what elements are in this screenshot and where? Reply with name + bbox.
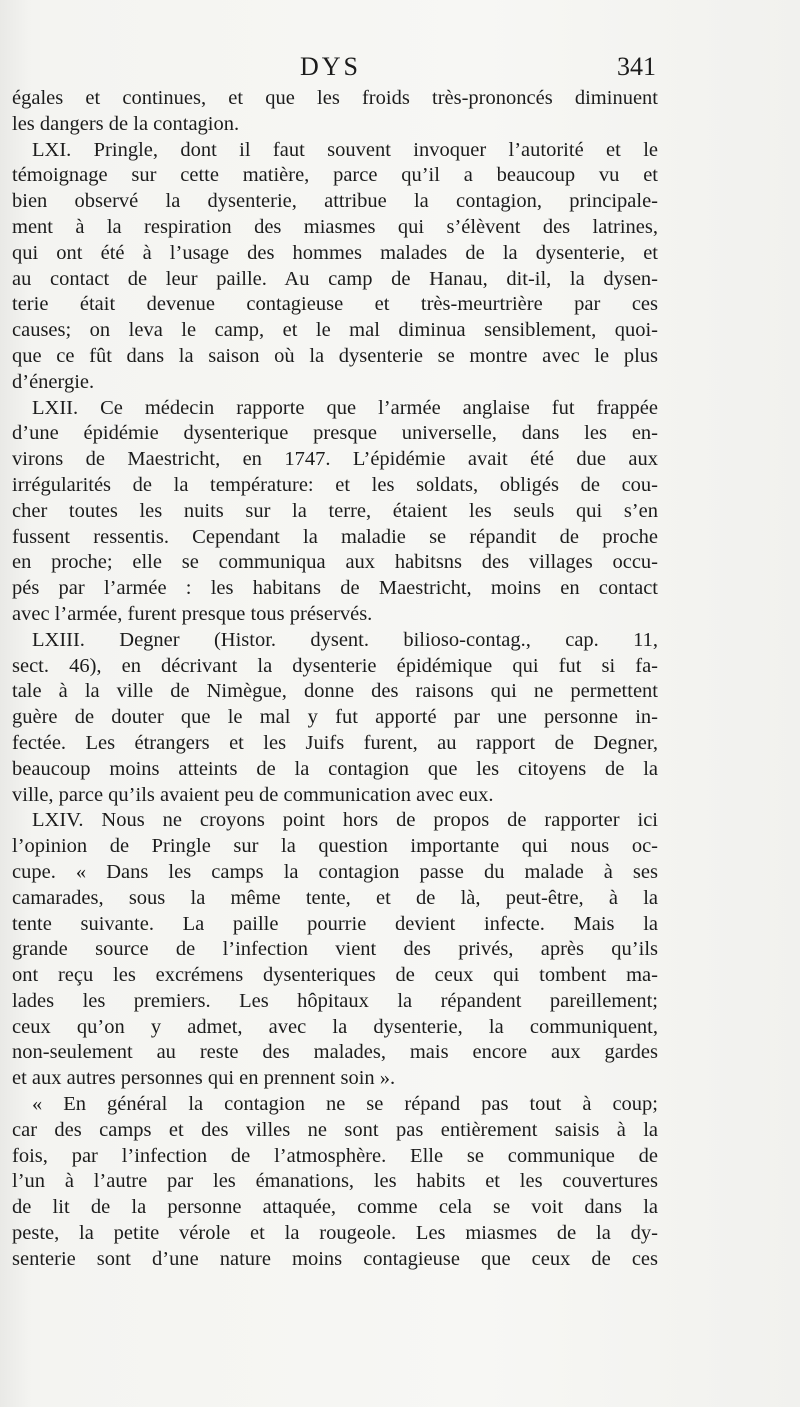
text-line: pés par l’armée : les habitans de Maestricht, moins en contact [12, 577, 658, 600]
text-line: ville, parce qu’ils avaient peu de communication avec eux. [12, 783, 494, 806]
text-line: senterie sont d’une nature moins contagieuse que ceux de ces [12, 1247, 658, 1270]
page-number: 341 [617, 52, 656, 81]
text-line: tale à la ville de Nimègue, donne des raisons qui ne permettent [12, 680, 658, 703]
text-line: l’un à l’autre par les émanations, les habits et les couvertures [12, 1170, 658, 1193]
text-line: et aux autres personnes qui en prennent soin ». [12, 1067, 396, 1090]
text-line: d’une épidémie dysenterique presque universelle, dans les en- [12, 422, 658, 445]
text-line: fois, par l’infection de l’atmosphère. Elle se communique de [12, 1144, 658, 1167]
text-line: que ce fût dans la saison où la dysenterie se montre avec le plus [12, 344, 658, 367]
text-line: car des camps et des villes ne sont pas entièrement saisis à la [12, 1118, 658, 1141]
text-line: « En général la contagion ne se répand pas tout à coup; [32, 1093, 658, 1116]
text-line: causes; on leva le camp, et le mal diminua sensiblement, quoi- [12, 319, 658, 342]
text-line: beaucoup moins atteints de la contagion que les citoyens de la [12, 757, 658, 780]
text-line: LXIV. Nous ne croyons point hors de propos de rapporter ici [32, 809, 658, 832]
text-line: bien observé la dysenterie, attribue la contagion, principale- [12, 190, 658, 213]
text-line: l’opinion de Pringle sur la question importante qui nous oc- [12, 835, 658, 858]
text-line: avec l’armée, furent presque tous préservés. [12, 602, 373, 625]
text-line: ment à la respiration des miasmes qui s’élèvent des latrines, [12, 215, 658, 238]
text-line: cher toutes les nuits sur la terre, étaient les seuls qui s’en [12, 499, 658, 522]
text-line: terie était devenue contagieuse et très-meurtrière par ces [12, 293, 658, 316]
text-line: peste, la petite vérole et la rougeole. Les miasmes de la dy- [12, 1222, 658, 1245]
body-text [12, 86, 658, 1273]
text-line: LXI. Pringle, dont il faut souvent invoquer l’autorité et le [32, 138, 658, 161]
text-line: sect. 46), en décrivant la dysenterie épidémique qui fut si fa- [12, 654, 658, 677]
text-line: LXII. Ce médecin rapporte que l’armée anglaise fut frappée [32, 396, 658, 419]
text-line: cupe. « Dans les camps la contagion passe du malade à ses [12, 860, 658, 883]
text-line: fectée. Les étrangers et les Juifs furent, au rapport de Degner, [12, 731, 658, 754]
text-line: irrégularités de la température: et les soldats, obligés de cou- [12, 473, 658, 496]
text-line: égales et continues, et que les froids très-prononcés diminuent [12, 87, 658, 109]
text-line: tente suivante. La paille pourrie devient infecte. Mais la [12, 912, 658, 935]
page-header [0, 52, 800, 82]
text-line: lades les premiers. Les hôpitaux la répandent pareillement; [12, 989, 658, 1012]
text-line: en proche; elle se communiqua aux habitsns des villages occu- [12, 551, 658, 574]
text-line: fussent ressentis. Cependant la maladie se répandit de proche [12, 525, 658, 548]
text-line: grande source de l’infection vient des privés, après qu’ils [12, 938, 658, 961]
text-line: camarades, sous la même tente, et de là, peut-être, à la [12, 886, 658, 909]
text-line: virons de Maestricht, en 1747. L’épidémie avait été due aux [12, 448, 658, 471]
text-line: LXIII. Degner (Histor. dysent. bilioso-contag., cap. 11, [32, 628, 658, 651]
text-line: non-seulement au reste des malades, mais encore aux gardes [12, 1041, 658, 1064]
text-line: ont reçu les excrémens dysenteriques de ceux qui tombent ma- [12, 964, 658, 987]
text-line: de lit de la personne attaquée, comme cela se voit dans la [12, 1196, 658, 1219]
text-line: au contact de leur paille. Au camp de Hanau, dit-il, la dysen- [12, 267, 658, 290]
text-line: guère de douter que le mal y fut apporté par une personne in- [12, 706, 658, 729]
text-line: ceux qu’on y admet, avec la dysenterie, la communiquent, [12, 1015, 658, 1038]
text-line: d’énergie. [12, 370, 95, 393]
text-line: qui ont été à l’usage des hommes malades de la dysenterie, et [12, 241, 658, 264]
running-head: DYS [300, 52, 362, 81]
text-line: les dangers de la contagion. [12, 112, 240, 135]
text-line: témoignage sur cette matière, parce qu’il a beaucoup vu et [12, 164, 658, 187]
